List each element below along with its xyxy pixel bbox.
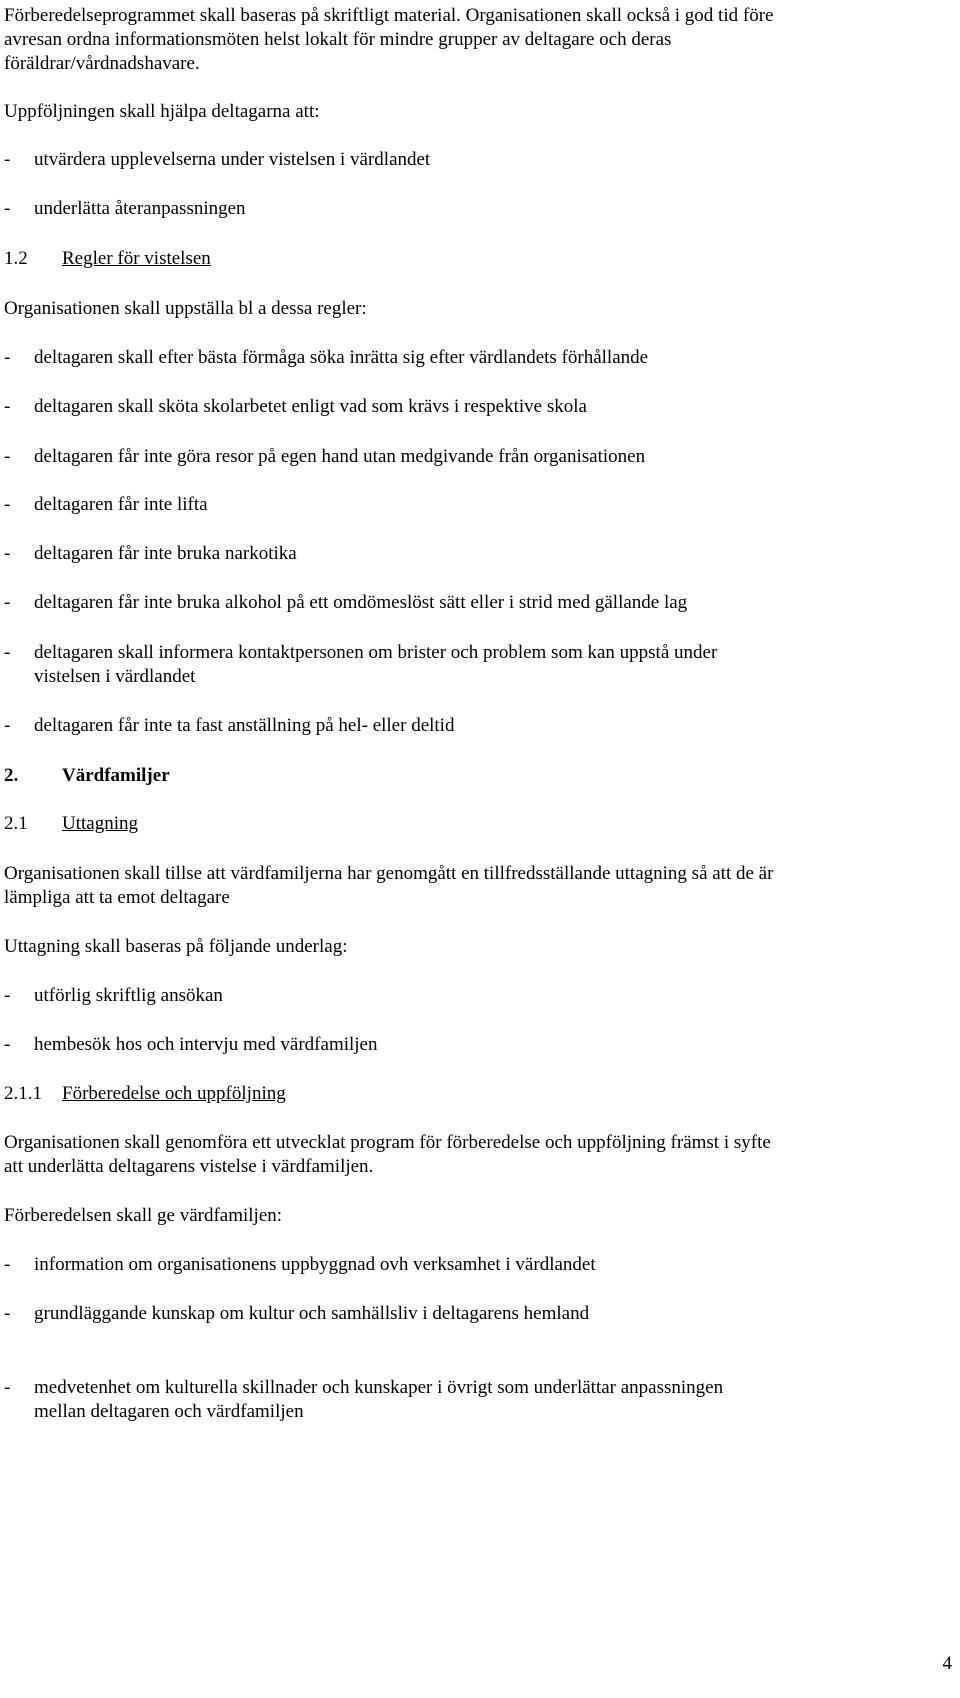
- section-title: Förberedelse och uppföljning: [62, 1083, 286, 1104]
- section-title: Uttagning: [62, 813, 138, 834]
- section-lead: Förberedelsen skall ge värdfamiljen:: [4, 1205, 283, 1226]
- paragraph-line: att underlätta deltagarens vistelse i värdfamiljen.: [4, 1156, 374, 1177]
- intro-line-2: avresan ordna informationsmöten helst lokalt för mindre grupper av deltagare och deras: [4, 29, 672, 50]
- page-number: 4: [942, 1653, 952, 1674]
- section-title: Värdfamiljer: [62, 765, 170, 786]
- intro-line-3: föräldrar/vårdnadshavare.: [4, 53, 200, 74]
- intro-line-1: Förberedelseprogrammet skall baseras på skriftligt material. Organisationen skall också i god tid före: [4, 5, 774, 26]
- paragraph-line: lämpliga att ta emot deltagare: [4, 887, 230, 908]
- paragraph-line: Organisationen skall genomföra ett utvecklat program för förberedelse och uppföljning främst i syfte: [4, 1132, 771, 1153]
- followup-lead: Uppföljningen skall hjälpa deltagarna att:: [4, 101, 320, 122]
- section-lead: Uttagning skall baseras på följande underlag:: [4, 936, 348, 957]
- section-lead: Organisationen skall uppställa bl a dessa regler:: [4, 298, 367, 319]
- paragraph-line: Organisationen skall tillse att värdfamiljerna har genomgått en tillfredsställande uttagning så att de är: [4, 863, 774, 884]
- section-title: Regler för vistelsen: [62, 248, 211, 269]
